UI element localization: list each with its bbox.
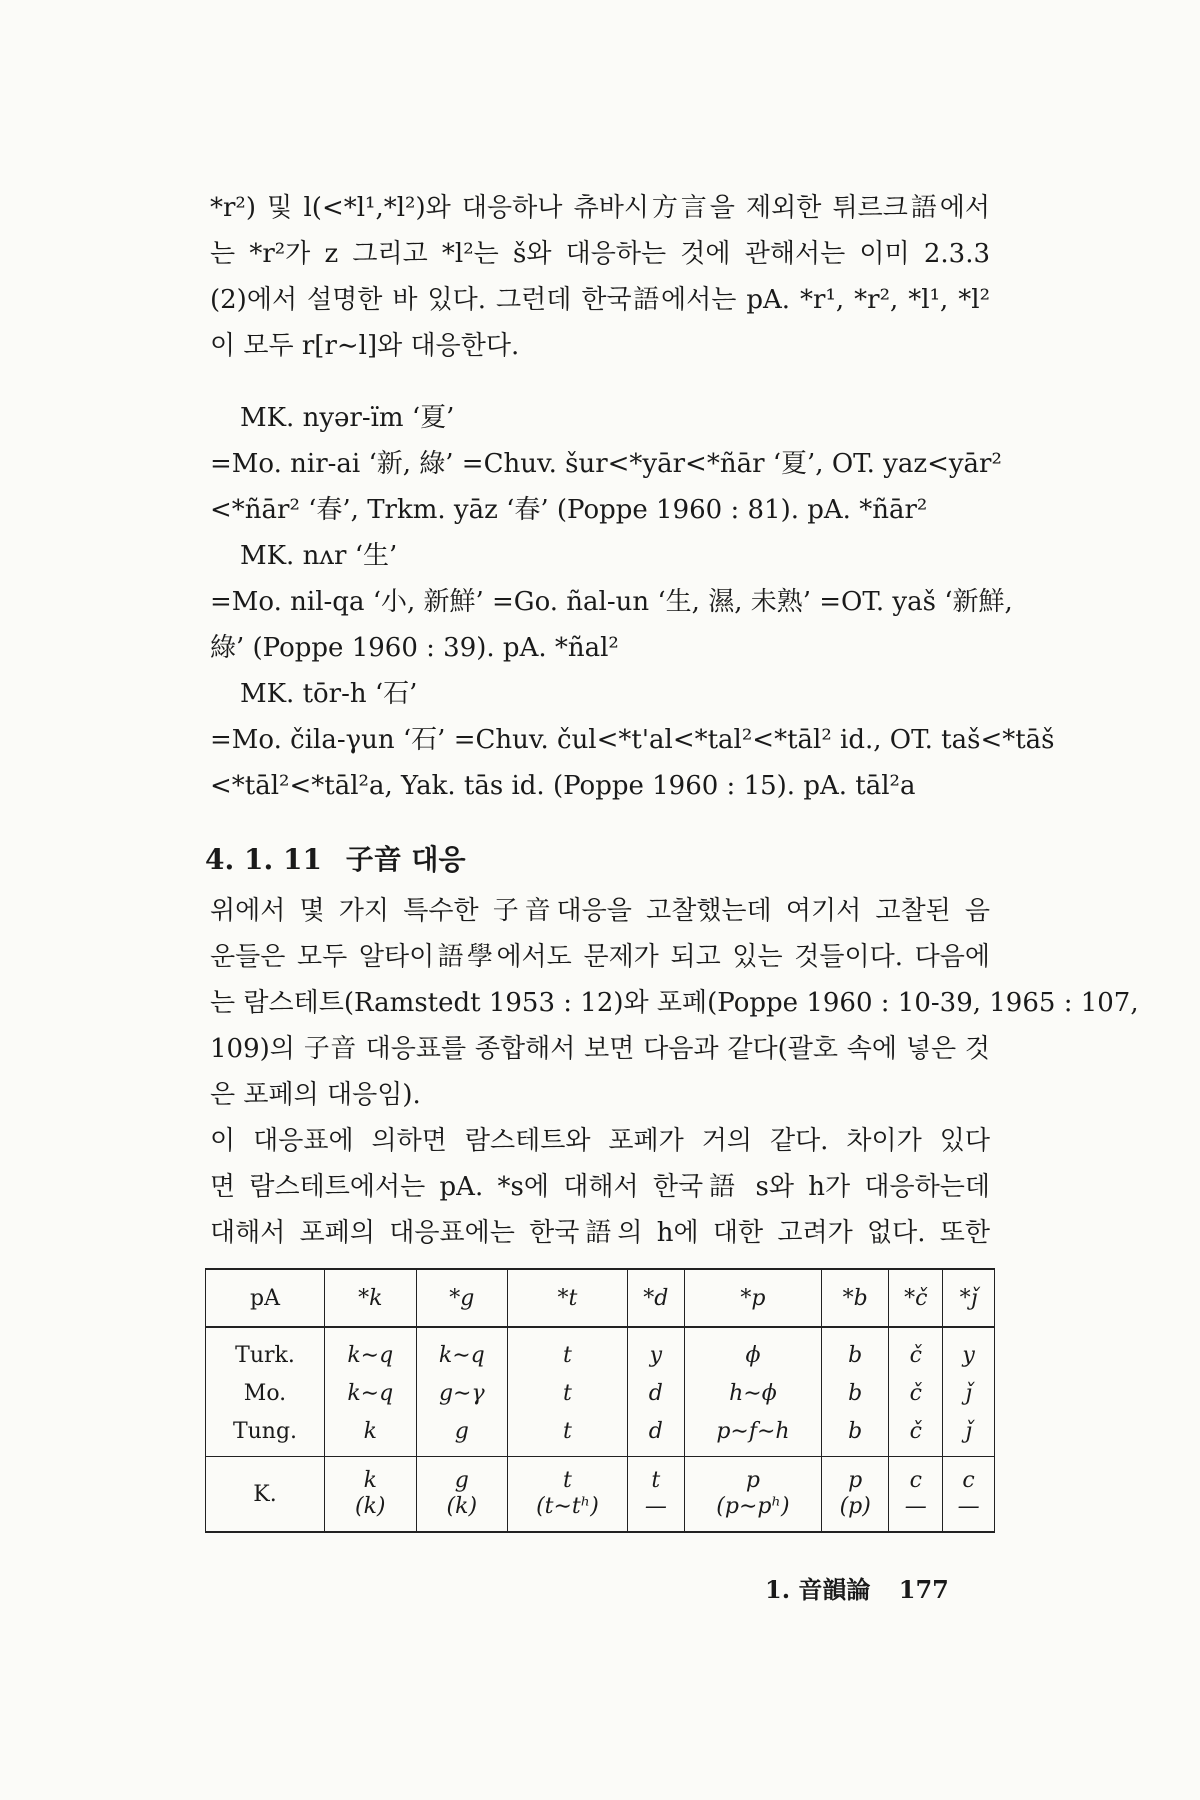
table-cell: d <box>627 1412 684 1457</box>
table-header-cell: *d <box>627 1269 684 1327</box>
cell-alt: (p∼pʰ) <box>716 1494 790 1519</box>
table-row-tung <box>206 1412 995 1457</box>
cell-main: g <box>454 1468 469 1493</box>
cell-alt: — <box>957 1494 980 1519</box>
cell-main: c <box>962 1468 975 1493</box>
example-line: 綠’ (Poppe 1960 : 39). pA. *ñal² <box>210 633 619 663</box>
cell-main: t <box>651 1468 661 1493</box>
cell-alt: — <box>644 1494 667 1519</box>
table-cell: t <box>508 1412 628 1457</box>
paragraph-1-line-1: *r²) 및 l(<*l¹,*l²)와 대응하나 츄바시方言을 제외한 튀르크語에서 <box>210 193 990 223</box>
row-label: Tung. <box>206 1412 325 1457</box>
section-heading <box>205 838 466 878</box>
table-cell <box>416 1457 508 1533</box>
table-cell: č <box>889 1412 943 1457</box>
cell-main: k <box>363 1468 377 1493</box>
paragraph-3-line-2: 면 람스테트에서는 pA. *s에 대해서 한국語 s와 h가 대응하는데 <box>210 1172 990 1202</box>
table-cell: d <box>627 1374 684 1412</box>
cell-main: p <box>848 1468 863 1493</box>
cell-alt: (k) <box>446 1494 478 1519</box>
paragraph-3-line-3: 대해서 포페의 대응표에는 한국語의 h에 대한 고려가 없다. 또한 <box>210 1218 990 1248</box>
cell-main: p <box>745 1468 760 1493</box>
paragraph-1-line-3: (2)에서 설명한 바 있다. 그런데 한국語에서는 pA. *r¹, *r², *l¹, *l² <box>210 285 990 315</box>
paragraph-2-line-5: 은 포페의 대응임). <box>210 1080 421 1110</box>
table-cell: y <box>943 1327 995 1374</box>
paragraph-1-line-4: 이 모두 r[r∼l]와 대응한다. <box>210 331 520 361</box>
paragraph-2-line-1: 위에서 몇 가지 특수한 子音대응을 고찰했는데 여기서 고찰된 음 <box>210 896 990 926</box>
table-cell <box>325 1457 417 1533</box>
example-line: MK. tōr-h ‘石’ <box>240 679 418 709</box>
cell-main: t <box>563 1468 572 1493</box>
example-line: =Mo. nir-ai ‘新, 綠’ =Chuv. šur<*yār<*ñār ‘夏’, OT. yaz<yār² <box>210 449 1002 479</box>
cell-main: c <box>909 1468 922 1493</box>
table-cell: k∼q <box>325 1327 417 1374</box>
table-cell: č <box>889 1327 943 1374</box>
table-cell <box>627 1457 684 1533</box>
table-header-cell: *b <box>822 1269 889 1327</box>
table-header-row <box>206 1269 995 1327</box>
table-cell: p∼f∼h <box>684 1412 821 1457</box>
consonant-correspondence-table <box>205 1268 995 1533</box>
table-cell: k∼q <box>416 1327 508 1374</box>
table-cell: y <box>627 1327 684 1374</box>
running-section-label: 1. 音韻論 <box>765 1575 871 1604</box>
cell-alt: (k) <box>355 1494 386 1519</box>
table-header-cell: *p <box>684 1269 821 1327</box>
example-line: <*tāl²<*tāl²a, Yak. tās id. (Poppe 1960 : 15). pA. tāl²a <box>210 771 916 801</box>
section-number: 4. 1. 11 <box>205 843 322 876</box>
table-header-cell: *ǰ <box>943 1269 995 1327</box>
example-line: =Mo. čila-γun ‘石’ =Chuv. čul<*t'al<*tal²<*tāl² id., OT. taš<*tāš <box>210 725 1055 755</box>
table-cell <box>508 1457 628 1533</box>
table-cell: ǰ <box>943 1374 995 1412</box>
example-line: MK. nyər-ïm ‘夏’ <box>240 403 455 433</box>
cell-alt: (t∼tʰ) <box>536 1494 599 1519</box>
table-cell: g <box>416 1412 508 1457</box>
table-row-korean <box>206 1457 995 1533</box>
example-line: <*ñār² ‘春’, Trkm. yāz ‘春’ (Poppe 1960 : 81). pA. *ñār² <box>210 495 928 525</box>
table-cell: ǰ <box>943 1412 995 1457</box>
table-row-turk <box>206 1327 995 1374</box>
table-cell <box>684 1457 821 1533</box>
table-header-cell: *k <box>325 1269 417 1327</box>
table-cell: ϕ <box>684 1327 821 1374</box>
table-cell: č <box>889 1374 943 1412</box>
table-cell <box>822 1457 889 1533</box>
page-footer <box>765 1570 949 1605</box>
table-cell: t <box>508 1327 628 1374</box>
table-cell: b <box>822 1327 889 1374</box>
table-header-cell: *č <box>889 1269 943 1327</box>
table-header-cell: pA <box>206 1269 325 1327</box>
example-line: =Mo. nil-qa ‘小, 新鮮’ =Go. ñal-un ‘生, 濕, 未熟’ =OT. yaš ‘新鮮, <box>210 587 1013 617</box>
row-label: K. <box>206 1457 325 1533</box>
paragraph-2-line-2: 운들은 모두 알타이語學에서도 문제가 되고 있는 것들이다. 다음에 <box>210 942 990 972</box>
table-cell <box>943 1457 995 1533</box>
paragraph-3-line-1: 이 대응표에 의하면 람스테트와 포페가 거의 같다. 차이가 있다 <box>210 1126 990 1156</box>
page-number: 177 <box>898 1575 949 1604</box>
table-cell: h∼ϕ <box>684 1374 821 1412</box>
table-cell: b <box>822 1374 889 1412</box>
cell-alt: — <box>904 1494 927 1519</box>
example-line: MK. nʌr ‘生’ <box>240 541 398 571</box>
table-cell: g∼γ <box>416 1374 508 1412</box>
table-cell: t <box>508 1374 628 1412</box>
table-header-cell: *t <box>508 1269 628 1327</box>
section-title: 子音 대응 <box>345 843 466 876</box>
table-cell: b <box>822 1412 889 1457</box>
row-label: Mo. <box>206 1374 325 1412</box>
table-cell: k∼q <box>325 1374 417 1412</box>
table-header-cell: *g <box>416 1269 508 1327</box>
table-cell <box>889 1457 943 1533</box>
cell-alt: (p) <box>839 1494 871 1519</box>
paragraph-2-line-3: 는 람스테트(Ramstedt 1953 : 12)와 포페(Poppe 1960 : 10-39, 1965 : 107, <box>210 988 1139 1018</box>
row-label: Turk. <box>206 1327 325 1374</box>
paragraph-2-line-4: 109)의 子音 대응표를 종합해서 보면 다음과 같다(괄호 속에 넣은 것 <box>210 1034 990 1064</box>
table-cell: k <box>325 1412 417 1457</box>
table-row-mo <box>206 1374 995 1412</box>
paragraph-1-line-2: 는 *r²가 z 그리고 *l²는 š와 대응하는 것에 관해서는 이미 2.3.3 <box>210 239 990 269</box>
